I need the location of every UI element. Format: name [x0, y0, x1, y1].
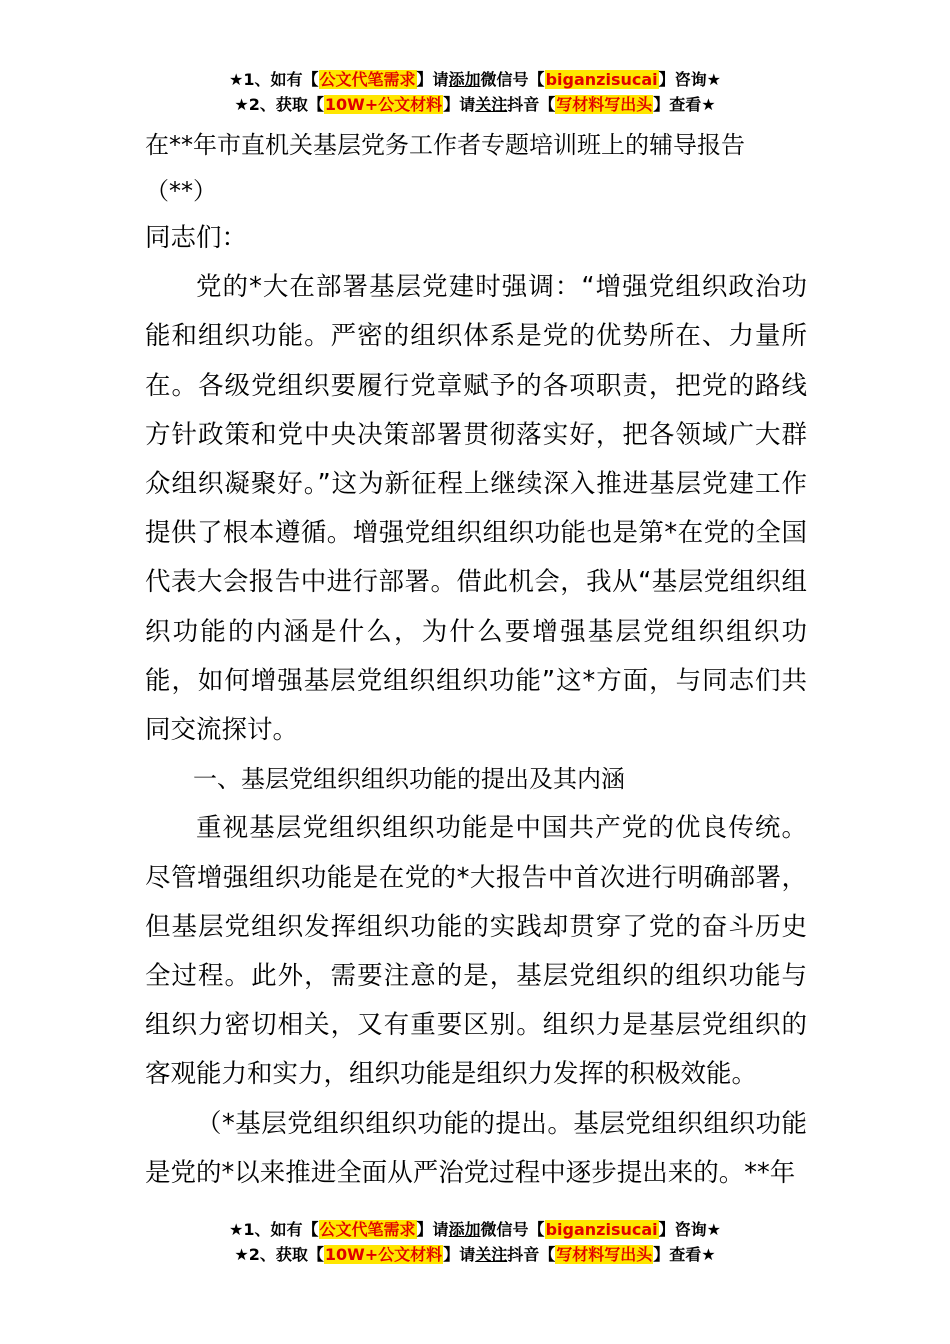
document-author: （**） — [145, 177, 217, 205]
promo-douyin-account: 写材料写出头 — [556, 1245, 653, 1264]
promo-highlight: 公文代笔需求 — [319, 70, 416, 89]
paragraph: 重视基层党组织组织功能是中国共产党的优良传统。尽管增强组织功能是在党的*大报告中首次进行明确部署，但基层党组织发挥组织功能的实践却贯穿了党的奋斗历史全过程。此外，需要注意的是，基层党组织的组织功能与组织力密切相关，又有重要区别。组织力是基层党组织的客观能力和实力，组织功能是组织力发挥的积极效能。 — [145, 813, 807, 1090]
document-body — [145, 122, 807, 1198]
promo-underline: 添加 — [448, 70, 481, 89]
section-heading: 一、基层党组织组织功能的提出及其内涵 — [193, 765, 625, 794]
promo-text: 】咨询★ — [658, 70, 721, 89]
header-promo-banner — [0, 67, 950, 117]
promo-highlight: 10W+公文材料 — [324, 95, 443, 114]
promo-line-2 — [0, 92, 950, 117]
promo-highlight: 公文代笔需求 — [319, 1220, 416, 1239]
promo-line-2 — [0, 1242, 950, 1267]
promo-underline: 关注 — [475, 95, 508, 114]
promo-wechat-id: biganzisucai — [545, 1220, 658, 1239]
promo-text: 】查看★ — [653, 1245, 716, 1264]
document-title: 在**年市直机关基层党务工作者专题培训班上的辅导报告 — [145, 131, 745, 159]
footer-promo-banner — [0, 1217, 950, 1267]
promo-text: 】查看★ — [653, 95, 716, 114]
promo-underline: 添加 — [448, 1220, 481, 1239]
promo-text: ★2、获取【 — [234, 1245, 324, 1264]
promo-text: 】请 — [443, 1245, 476, 1264]
paragraph: （*基层党组织组织功能的提出。基层党组织组织功能是党的*以来推进全面从严治党过程中逐步提出来的。**年 — [145, 1108, 807, 1188]
salutation: 同志们： — [145, 223, 248, 253]
promo-underline: 关注 — [475, 1245, 508, 1264]
promo-text: 】咨询★ — [658, 1220, 721, 1239]
promo-text: 抖音【 — [507, 1245, 556, 1264]
promo-wechat-id: biganzisucai — [545, 70, 658, 89]
promo-text: ★1、如有【 — [229, 70, 319, 89]
promo-line-1 — [0, 1217, 950, 1242]
promo-text: 】请 — [416, 1220, 449, 1239]
promo-line-1 — [0, 67, 950, 92]
promo-text: 】请 — [416, 70, 449, 89]
promo-text: 】请 — [443, 95, 476, 114]
promo-text: ★1、如有【 — [229, 1220, 319, 1239]
promo-text: 抖音【 — [507, 95, 556, 114]
promo-highlight: 10W+公文材料 — [324, 1245, 443, 1264]
promo-douyin-account: 写材料写出头 — [556, 95, 653, 114]
paragraph: 党的*大在部署基层党建时强调：“增强党组织政治功能和组织功能。严密的组织体系是党的优势所在、力量所在。各级党组织要履行党章赋予的各项职责，把党的路线方针政策和党中央决策部署贯彻落实好，把各领域广大群众组织凝聚好。”这为新征程上继续深入推进基层党建工作提供了根本遵循。增强党组织组织功能也是第*在党的全国代表大会报告中进行部署。借此机会，我从“基层党组织组织功能的内涵是什么，为什么要增强基层党组织组织功能，如何增强基层党组织组织功能”这*方面，与同志们共同交流探讨。 — [145, 272, 807, 746]
promo-text: 微信号【 — [480, 70, 545, 89]
promo-text: 微信号【 — [480, 1220, 545, 1239]
promo-text: ★2、获取【 — [234, 95, 324, 114]
